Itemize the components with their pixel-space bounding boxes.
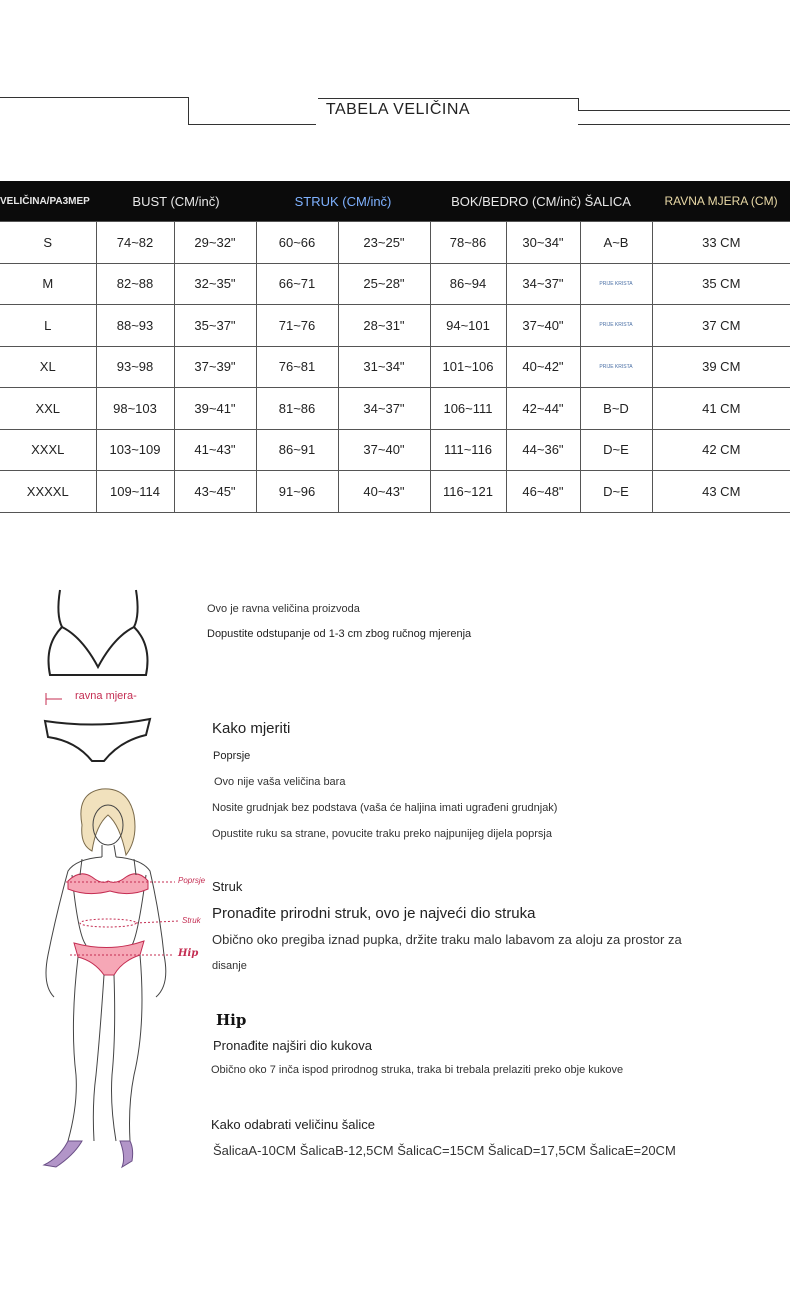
cell-cup: D~E [580,429,652,471]
hip-line-1: Pronađite najširi dio kukova [213,1038,372,1053]
cell-bust-cm: 103~109 [96,429,174,471]
figure-label-bust: Poprsje [178,876,206,885]
cell-hip-in: 42~44" [506,388,580,430]
how-to-heading: Kako mjeriti [212,720,291,737]
header-hip-cup: BOK/BEDRO (CM/inč) ŠALICA [430,181,652,222]
table-row [0,429,790,471]
waist-title: Struk [212,879,243,894]
cell-waist-cm: 76~81 [256,346,338,388]
cell-waist-in: 28~31" [338,305,430,347]
cell-waist-cm: 71~76 [256,305,338,347]
cell-bust-cm: 74~82 [96,222,174,264]
cell-size: M [0,263,96,305]
size-chart-table [0,181,790,513]
cell-flat: 39 CM [652,346,790,388]
cell-waist-cm: 81~86 [256,388,338,430]
hip-line-2: Obično oko 7 inča ispod prirodnog struka, traka bi trebala prelaziti preko obje kukove [211,1064,624,1076]
cell-cup: PRIJE KRISTA [580,305,652,347]
cell-waist-in: 25~28" [338,263,430,305]
flat-measure-label: ravna mjera- [75,690,137,702]
cell-bust-cm: 109~114 [96,471,174,513]
cell-bust-cm: 82~88 [96,263,174,305]
cell-hip-cm: 101~106 [430,346,506,388]
cell-hip-in: 46~48" [506,471,580,513]
table-row [0,346,790,388]
bust-line-1: Ovo nije vaša veličina bara [214,776,346,788]
cell-cup: PRIJE KRISTA [580,346,652,388]
cell-bust-in: 37~39" [174,346,256,388]
cell-hip-cm: 94~101 [430,305,506,347]
table-header-row [0,181,790,222]
bra-icon [40,585,160,685]
header-flat: RAVNA MJERA (CM) [652,181,790,222]
cell-flat: 37 CM [652,305,790,347]
cell-flat: 41 CM [652,388,790,430]
header-waist: STRUK (CM/inč) [256,181,430,222]
cell-size: XXXL [0,429,96,471]
header-bust: BUST (CM/inč) [96,181,256,222]
bust-line-3: Opustite ruku sa strane, povucite traku preko najpunijeg dijela poprsja [212,828,552,840]
cell-waist-cm: 60~66 [256,222,338,264]
cell-bust-cm: 98~103 [96,388,174,430]
waist-line-3: disanje [212,960,247,972]
cell-flat: 42 CM [652,429,790,471]
cell-hip-in: 34~37" [506,263,580,305]
cell-flat: 43 CM [652,471,790,513]
table-row [0,305,790,347]
flat-info-line-2: Dopustite odstupanje od 1-3 cm zbog ručnog mjerenja [207,628,472,640]
measure-marker-icon [44,693,64,705]
cell-flat: 35 CM [652,263,790,305]
cell-hip-cm: 86~94 [430,263,506,305]
bust-title: Poprsje [213,750,251,762]
table-row [0,263,790,305]
cell-hip-in: 30~34" [506,222,580,264]
cell-bust-in: 39~41" [174,388,256,430]
cell-waist-cm: 66~71 [256,263,338,305]
figure-label-waist: Struk [182,916,201,925]
cell-waist-in: 34~37" [338,388,430,430]
bust-line-2: Nosite grudnjak bez podstava (vaša će haljina imati ugrađeni grudnjak) [212,802,558,814]
cup-title: Kako odabrati veličinu šalice [211,1117,376,1132]
waist-line-2: Obično oko pregiba iznad pupka, držite traku malo labavom za aloju za prostor za [212,932,682,947]
cell-bust-in: 35~37" [174,305,256,347]
panty-icon [42,715,154,765]
cell-hip-in: 37~40" [506,305,580,347]
cell-hip-in: 40~42" [506,346,580,388]
table-row [0,222,790,264]
waist-line-1: Pronađite prirodni struk, ovo je najveći dio struka [212,905,536,922]
cell-bust-in: 29~32" [174,222,256,264]
cell-bust-in: 43~45" [174,471,256,513]
woman-figure-icon [30,785,220,1170]
cell-size: S [0,222,96,264]
cell-cup: PRIJE KRISTA [580,263,652,305]
hip-title: Hip [216,1011,247,1029]
table-row [0,388,790,430]
flat-info-line-1: Ovo je ravna veličina proizvoda [207,603,360,615]
cell-bust-in: 32~35" [174,263,256,305]
cell-waist-in: 37~40" [338,429,430,471]
table-row [0,471,790,513]
header-size: VELIČINA/PA3MEP [0,181,96,222]
cell-hip-cm: 116~121 [430,471,506,513]
cell-waist-in: 40~43" [338,471,430,513]
cell-hip-cm: 111~116 [430,429,506,471]
cell-size: XXL [0,388,96,430]
cell-hip-cm: 106~111 [430,388,506,430]
cell-waist-cm: 86~91 [256,429,338,471]
cell-bust-in: 41~43" [174,429,256,471]
cell-waist-in: 23~25" [338,222,430,264]
figure-label-hip: Hip [178,948,199,959]
cell-size: L [0,305,96,347]
cell-cup: B~D [580,388,652,430]
page-title: TABELA VELIČINA [325,101,471,118]
cell-bust-cm: 88~93 [96,305,174,347]
cell-waist-in: 31~34" [338,346,430,388]
cell-bust-cm: 93~98 [96,346,174,388]
cell-size: XL [0,346,96,388]
cup-sizes: ŠalicaA-10CM ŠalicaB-12,5CM ŠalicaC=15CM ŠalicaD=17,5CM ŠalicaE=20CM [213,1143,676,1158]
cell-cup: A~B [580,222,652,264]
cell-size: XXXXL [0,471,96,513]
cell-cup: D~E [580,471,652,513]
cell-hip-cm: 78~86 [430,222,506,264]
cell-hip-in: 44~36" [506,429,580,471]
cell-flat: 33 CM [652,222,790,264]
cell-waist-cm: 91~96 [256,471,338,513]
